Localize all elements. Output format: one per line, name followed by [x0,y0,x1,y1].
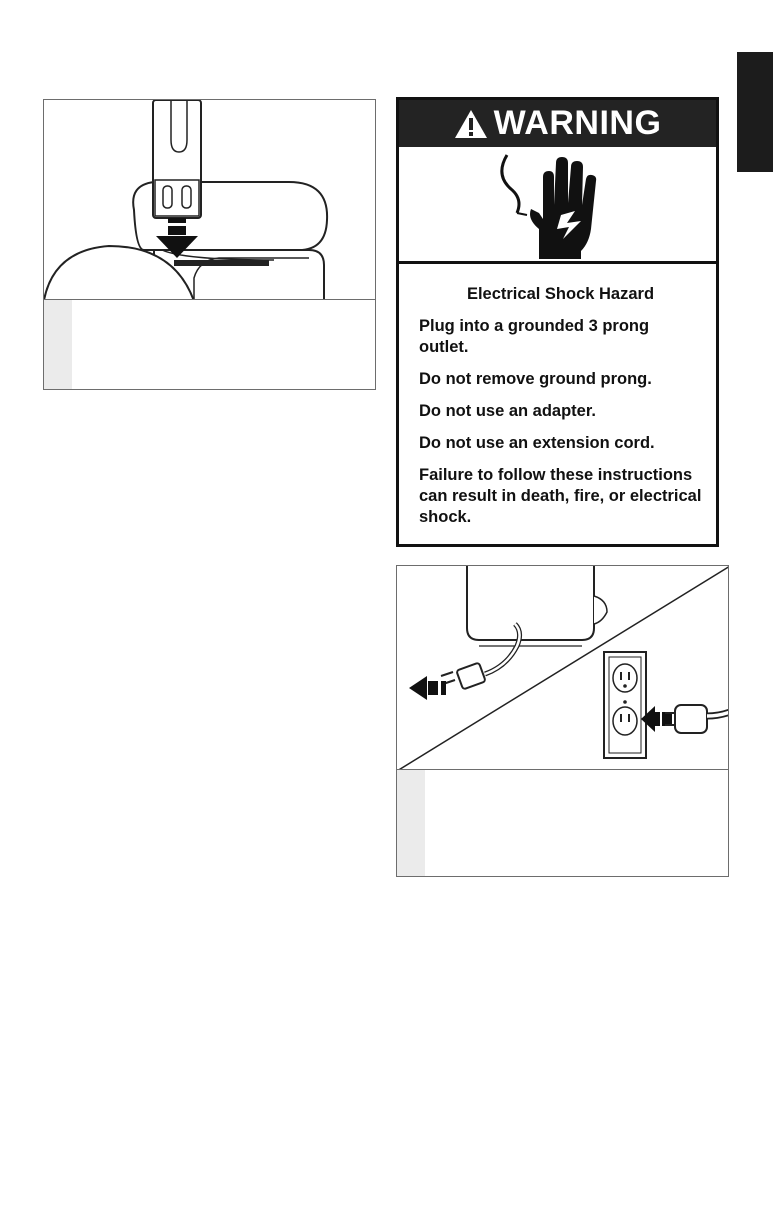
warning-line: Failure to follow these instructions can result in death, fire, or electrical shock. [419,466,702,526]
exclamation-triangle-icon [454,108,488,140]
figure-lid-insert [43,99,376,390]
hazard-illustration [399,147,716,264]
warning-line: Do not use an extension cord. [419,434,655,452]
warning-header [399,100,716,147]
warning-line: Do not use an adapter. [419,402,596,420]
warning-heading: WARNING [493,104,662,142]
figure-plug-caption [397,769,728,876]
plug-into-wall-outlet-illustration [397,566,729,771]
warning-line: Do not remove ground prong. [419,370,652,388]
hazard-title: Electrical Shock Hazard [466,285,655,303]
figure-lid-caption [44,299,375,389]
filter-insert-illustration [44,100,376,301]
figure-plug-outlet [396,565,729,877]
warning-box [396,97,719,547]
step-marker [397,770,425,876]
warning-line: Plug into a grounded 3 prong outlet. [419,317,650,356]
language-tab [737,52,773,172]
electric-shock-hand-icon [399,147,716,261]
warning-body [419,285,702,539]
step-marker [44,300,72,389]
